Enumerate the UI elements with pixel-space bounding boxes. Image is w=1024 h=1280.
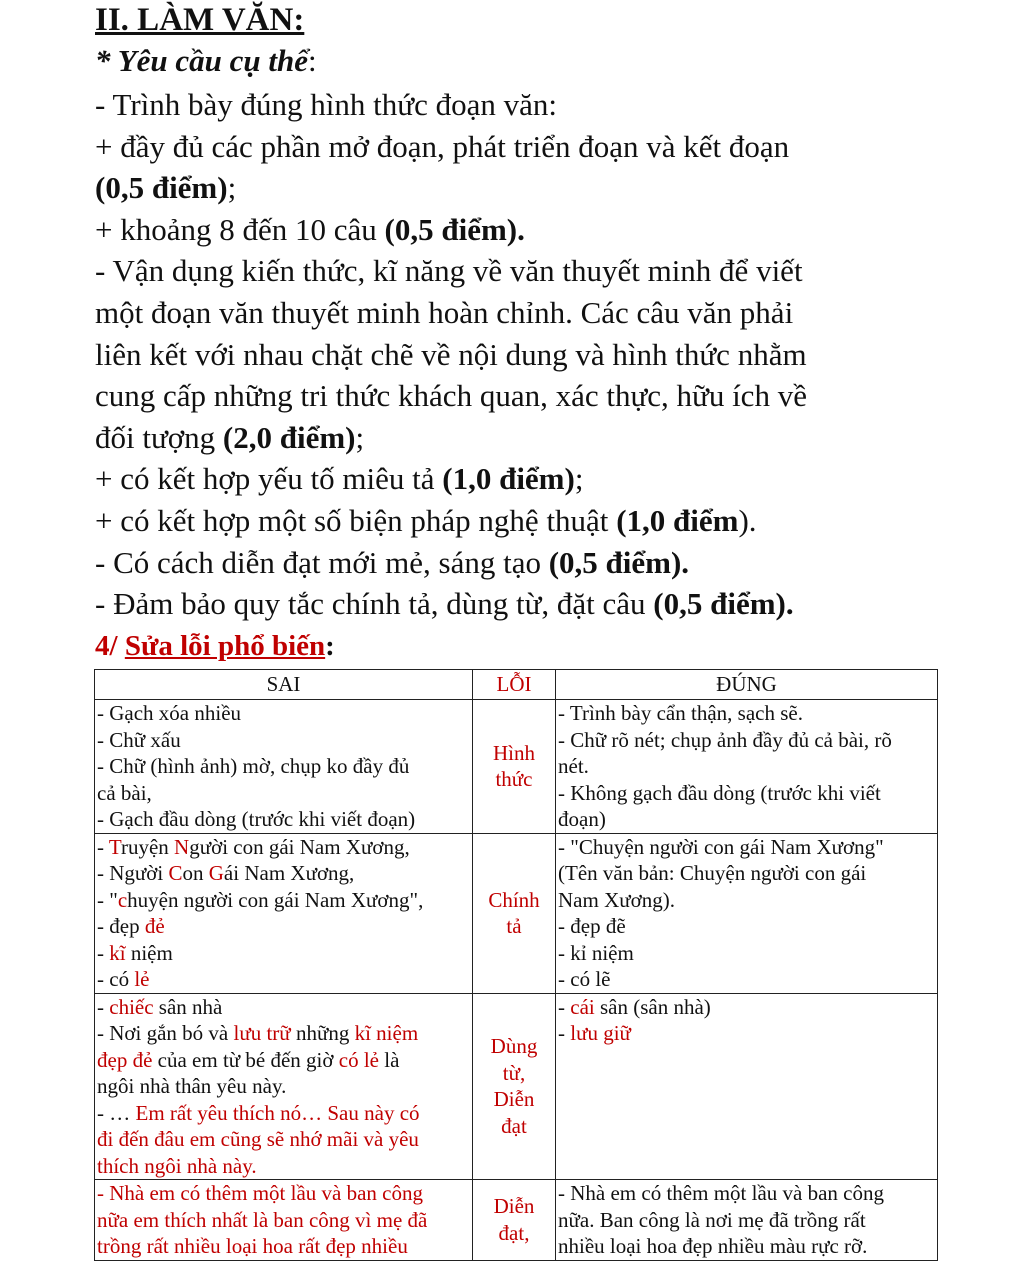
cell-line: trồng rất nhiều loại hoa rất đẹp nhiều [97, 1234, 408, 1258]
errors-table [94, 669, 938, 1261]
cell-line: - … Em rất yêu thích nó… Sau này có [97, 1100, 420, 1125]
cell-line: ngôi nhà thân yêu này. [97, 1074, 287, 1098]
cell-loi: Diễn đạt, [473, 1180, 556, 1261]
header-dung: ĐÚNG [556, 670, 938, 700]
cell-line: - Chữ rõ nét; chụp ảnh đầy đủ cả bài, rõ [558, 727, 892, 752]
cell-line: - Chữ (hình ảnh) mờ, chụp ko đầy đủ [97, 754, 410, 778]
cell-sai [95, 833, 473, 993]
requirement-line: - Vận dụng kiến thức, kĩ năng về văn thuyết minh để viết [95, 253, 803, 289]
cell-line: - Truyện Người con gái Nam Xương, [97, 834, 410, 859]
cell-line: nữa em thích nhất là ban công vì mẹ đã [97, 1207, 428, 1232]
cell-line: - Chữ xấu [97, 727, 181, 752]
requirement-line: (0,5 điểm); [95, 170, 237, 206]
cell-line: - lưu giữ [558, 1021, 631, 1045]
header-sai: SAI [95, 670, 473, 700]
cell-line: - Gạch xóa nhiều [97, 701, 242, 725]
table-header-row [95, 670, 938, 700]
requirement-line: cung cấp những tri thức khách quan, xác thực, hữu ích về [95, 378, 807, 414]
cell-line: (Tên văn bản: Chuyện người con gái [558, 861, 867, 885]
cell-dung [556, 1180, 938, 1261]
header-loi: LỖI [473, 670, 556, 700]
requirement-line: + đầy đủ các phần mở đoạn, phát triển đoạn và kết đoạn [95, 128, 790, 164]
cell-line: - Nơi gắn bó và lưu trữ những kĩ niệm [97, 1021, 419, 1045]
table-row [95, 833, 938, 993]
cell-line: đoạn) [558, 807, 606, 831]
cell-loi: Hình thức [473, 700, 556, 834]
cell-line: - Trình bày cẩn thận, sạch sẽ. [558, 701, 803, 725]
cell-line: - kĩ niệm [97, 940, 173, 965]
cell-line: - Nhà em có thêm một lầu và ban công [558, 1181, 884, 1205]
requirement-line: - Trình bày đúng hình thức đoạn văn: [95, 87, 557, 122]
cell-line: cả bài, [97, 780, 152, 805]
cell-dung [556, 993, 938, 1180]
cell-line: - có lẻ [97, 967, 150, 991]
cell-line: đi đến đâu em cũng sẽ nhớ mãi và yêu [97, 1127, 419, 1151]
requirement-line: + có kết hợp một số biện pháp nghệ thuật (1,0 điểm). [95, 502, 757, 538]
cell-line: - đẹp đẽ [558, 914, 626, 938]
section-title: II. LÀM VĂN: [95, 2, 305, 38]
cell-sai [95, 700, 473, 834]
cell-line: nhiều loại hoa đẹp nhiều màu rực rỡ. [558, 1234, 868, 1258]
requirement-title: * Yêu cầu cụ thể: [95, 43, 317, 78]
cell-line: thích ngôi nhà này. [97, 1153, 257, 1178]
cell-line: - Nhà em có thêm một lầu và ban công [97, 1181, 423, 1205]
cell-line: - đẹp đẻ [97, 914, 165, 938]
requirement-line: liên kết với nhau chặt chẽ về nội dung và hình thức nhằm [95, 336, 807, 372]
table-row [95, 1180, 938, 1261]
requirement-line: + có kết hợp yếu tố miêu tả (1,0 điểm); [95, 461, 584, 497]
cell-sai [95, 1180, 473, 1261]
requirement-line: một đoạn văn thuyết minh hoàn chỉnh. Các câu văn phải [95, 294, 794, 330]
requirement-line: - Có cách diễn đạt mới mẻ, sáng tạo (0,5 điểm). [95, 544, 690, 580]
cell-loi: Dùng từ, Diễn đạt [473, 993, 556, 1180]
cell-sai [95, 993, 473, 1180]
cell-line: - "Chuyện người con gái Nam Xương" [558, 834, 884, 859]
cell-line: đẹp đẻ của em từ bé đến giờ có lẻ là [97, 1047, 400, 1072]
cell-loi: Chính tả [473, 833, 556, 993]
cell-line: - cái sân (sân nhà) [558, 994, 711, 1019]
cell-line: - kỉ niệm [558, 940, 634, 965]
table-row [95, 700, 938, 834]
table-row [95, 993, 938, 1180]
cell-line: nét. [558, 754, 589, 778]
cell-line: - Không gạch đầu dòng (trước khi viết [558, 780, 881, 805]
requirements-list [95, 84, 955, 625]
cell-line: Nam Xương). [558, 887, 675, 912]
cell-dung [556, 700, 938, 834]
requirement-line: - Đảm bảo quy tắc chính tả, dùng từ, đặt câu (0,5 điểm). [95, 586, 794, 622]
cell-line: - có lẽ [558, 967, 611, 991]
cell-dung [556, 833, 938, 993]
cell-line: - Người Con Gái Nam Xương, [97, 861, 355, 885]
cell-line: - chiếc sân nhà [97, 994, 223, 1019]
requirement-line: đối tượng (2,0 điểm); [95, 419, 365, 455]
requirement-line: + khoảng 8 đến 10 câu (0,5 điểm). [95, 211, 525, 247]
cell-line: nữa. Ban công là nơi mẹ đã trồng rất [558, 1207, 866, 1232]
common-errors-heading: 4/ Sửa lỗi phổ biến: [95, 630, 335, 662]
cell-line: - Gạch đầu dòng (trước khi viết đoạn) [97, 807, 416, 831]
cell-line: - "chuyện người con gái Nam Xương", [97, 887, 424, 912]
